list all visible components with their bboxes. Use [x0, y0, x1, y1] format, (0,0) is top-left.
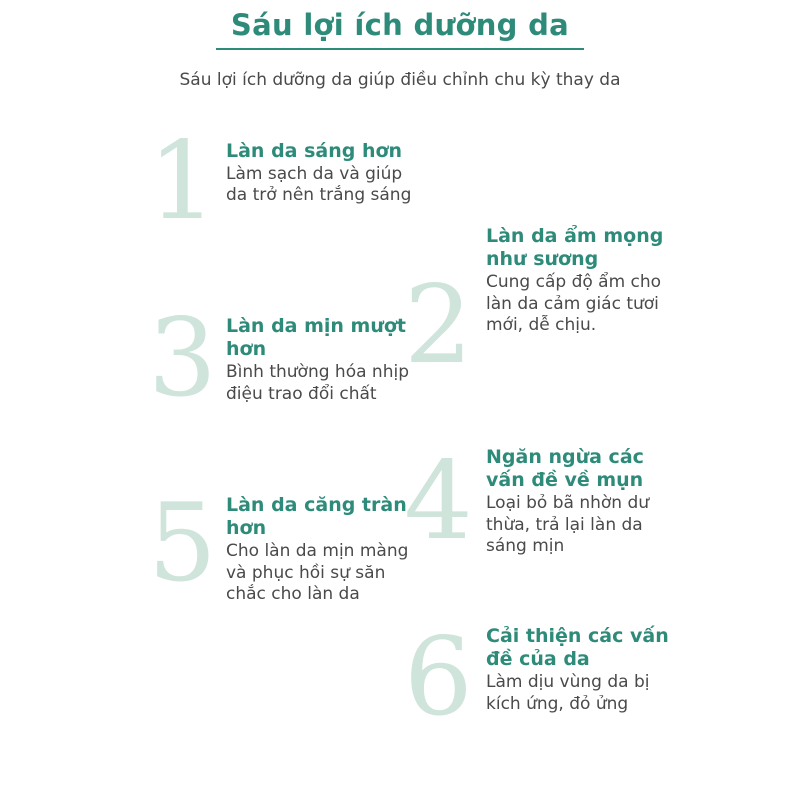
benefit-number-1: 1 [148, 119, 217, 244]
benefit-text-2 [486, 225, 676, 336]
benefit-heading-6: Cải thiện các vấn đề của da [486, 625, 669, 671]
benefit-number-2: 2 [404, 263, 473, 388]
benefit-text-1 [226, 140, 416, 207]
benefit-body-5: Cho làn da mịn màng và phục hồi sự săn chắc cho làn da [226, 541, 409, 604]
benefit-text-5 [226, 494, 416, 605]
benefit-heading-3: Làn da mịn mượt hơn [226, 315, 407, 361]
benefit-text-4 [486, 446, 676, 557]
benefit-body-6: Làm dịu vùng da bị kích ứng, đỏ ửng [486, 672, 650, 714]
benefit-heading-5: Làn da căng tràn hơn [226, 494, 407, 540]
benefit-number-4: 4 [404, 439, 473, 564]
benefit-number-3: 3 [148, 296, 217, 421]
benefit-heading-1: Làn da sáng hơn [226, 140, 403, 162]
benefit-body-4: Loại bỏ bã nhờn dư thừa, trả lại làn da sáng mịn [486, 493, 650, 556]
benefit-heading-2: Làn da ẩm mọng như sương [486, 225, 664, 271]
benefit-number-6: 6 [404, 615, 473, 740]
benefit-text-6 [486, 625, 676, 715]
page-subtitle: Sáu lợi ích dưỡng da giúp điều chỉnh chu kỳ thay da [179, 70, 621, 90]
benefit-body-3: Bình thường hóa nhịp điệu trao đổi chất [226, 362, 409, 404]
benefit-body-1: Làm sạch da và giúp da trở nên trắng sáng [226, 164, 412, 206]
benefit-heading-4: Ngăn ngừa các vấn đề về mụn [486, 446, 644, 492]
page-title: Sáu lợi ích dưỡng da [230, 8, 570, 42]
benefit-body-2: Cung cấp độ ẩm cho làn da cảm giác tươi mới, dễ chịu. [486, 272, 662, 335]
benefit-number-5: 5 [148, 481, 217, 606]
title-underline [216, 48, 584, 50]
benefit-text-3 [226, 315, 416, 405]
